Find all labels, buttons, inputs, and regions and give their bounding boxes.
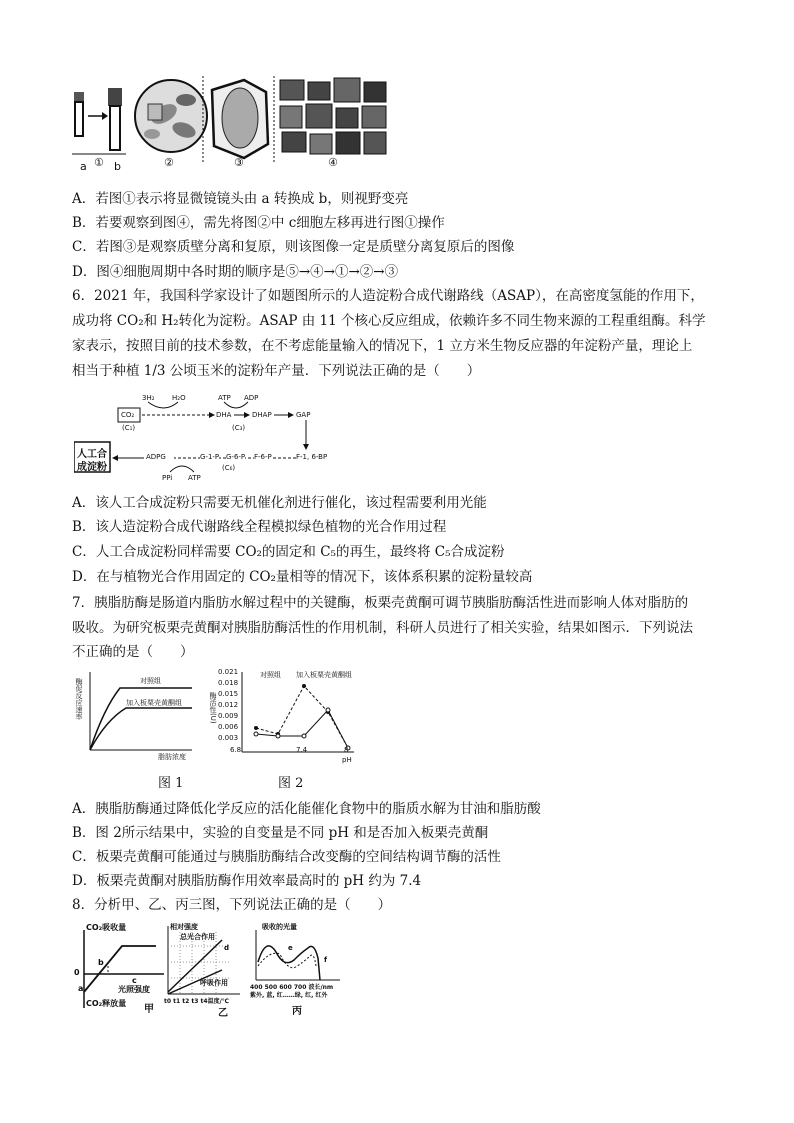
q5-option-a: A．若图①表示将显微镜镜头由 a 转换成 b，则视野变亮 <box>72 191 409 207</box>
fig2-ytick-6: 0.003 <box>218 734 239 742</box>
fig1-xlabel: 脂肪浓度 <box>158 753 186 761</box>
q5-option-d: D．图④细胞周期中各时期的顺序是⑤→④→①→②→③ <box>72 264 399 280</box>
yi-d: d <box>224 944 230 952</box>
adpg-label: ADPG <box>146 453 166 461</box>
fig2-point-flavone-0 <box>254 732 258 736</box>
fig1-caption: 图 1 <box>158 776 184 791</box>
q7-stem-2: 吸收。为研究板栗壳黄酮对胰脂肪酶活性的作用机制，科研人员进行了相关实验，结果如图示．下列说法 <box>72 620 693 636</box>
microscope-figure <box>66 74 406 174</box>
ppi-label: PPi <box>162 474 173 482</box>
bing-name: 丙 <box>292 1006 302 1017</box>
q5-option-b: B．若要观察到图④，需先将图②中 c细胞左移再进行图①操作 <box>72 215 445 231</box>
g1-label: G-1-P <box>200 453 220 461</box>
q6-option-b: B．该人造淀粉合成代谢路线全程模拟绿色植物的光合作用过程 <box>72 519 447 535</box>
h2o-label: H₂O <box>172 394 186 402</box>
c3-label: (C₃) <box>232 424 246 432</box>
adp1-label: ADP <box>244 394 259 402</box>
jia-a: a <box>78 984 84 993</box>
bing-ylabel: 吸收的光量 <box>262 923 297 931</box>
fig2-series-control <box>256 686 348 748</box>
starch-box-line1: 人工合 <box>77 449 107 460</box>
fig2-xtick-0: 6.8 <box>230 746 242 754</box>
q7-option-a: A．胰脂肪酶通过降低化学反应的活化能催化食物中的脂质水解为甘油和脂肪酸 <box>72 801 541 817</box>
atp1-label: ATP <box>218 394 231 402</box>
q7-figure-1 <box>74 668 204 764</box>
f6-label: F-6-P <box>254 453 272 461</box>
co2-label: CO₂ <box>121 411 135 419</box>
fig2-point-flavone-2 <box>302 734 306 738</box>
jia-b: b <box>98 958 104 967</box>
q8-figure-jia <box>72 922 172 1014</box>
fig2-ytick-3: 0.012 <box>218 701 239 709</box>
fig-label-a: a <box>80 160 87 173</box>
fig2-ytick-4: 0.009 <box>218 712 239 720</box>
yi-xticks: t0 t1 t2 t3 t4温度/℃ <box>164 998 230 1005</box>
fig2-ytick-1: 0.018 <box>218 679 239 687</box>
fig2-series-flavone <box>256 710 348 748</box>
fig-label-2: ② <box>164 156 174 169</box>
q6-option-a: A．该人工合成淀粉只需要无机催化剂进行催化，该过程需要利用光能 <box>72 495 487 511</box>
yi-resp: 呼吸作用 <box>200 979 228 987</box>
fig2-legend-control: 对照组 <box>260 671 281 679</box>
jia-ylabel2: CO₂释放量 <box>86 999 127 1008</box>
q5-option-c: C．若图③是观察质壁分离和复原，则该图像一定是质壁分离复原后的图像 <box>72 239 515 255</box>
q8-figure-bing <box>250 922 350 1017</box>
asap-pathway-diagram <box>74 392 334 488</box>
fig-label-1: ① <box>94 156 104 169</box>
jia-zero: 0 <box>74 968 80 977</box>
bing-xticks: 400 500 600 700 波长/nm <box>250 984 334 991</box>
fig-label-3: ③ <box>234 156 244 169</box>
fig2-caption: 图 2 <box>278 776 304 791</box>
fig2-point-flavone-3 <box>326 708 330 712</box>
c1-label: (C₁) <box>122 424 136 432</box>
yi-name: 乙 <box>218 1008 228 1019</box>
jia-c: c <box>132 976 137 985</box>
dha-label: DHA <box>216 411 232 419</box>
fig-label-4: ④ <box>328 156 338 169</box>
bing-e: e <box>288 944 293 952</box>
q8-stem: 8．分析甲、乙、丙三图，下列说法正确的是（ ） <box>72 897 392 913</box>
q7-option-b: B．图 2所示结果中，实验的自变量是不同 pH 和是否加入板栗壳黄酮 <box>72 825 489 841</box>
fig-label-b: b <box>114 160 121 173</box>
h2-label: 3H₂ <box>142 394 155 402</box>
q6-stem-3: 家表示，按照目前的技术参数，在不考虑能量输入的情况下，1 立方米生物反应器的年淀粉产量，理论上 <box>72 338 693 354</box>
c6-label: (C₆) <box>222 464 236 472</box>
fig2-ytick-5: 0.006 <box>218 723 239 731</box>
fig2-point-control-2 <box>302 684 306 688</box>
fig1-ylabel: 酶促反应速率 <box>75 678 83 720</box>
jia-name: 甲 <box>144 1004 154 1015</box>
bing-f: f <box>324 956 328 964</box>
q6-option-d: D．在与植物光合作用固定的 CO₂量相等的情况下，该体系积累的淀粉量较高 <box>72 569 533 585</box>
starch-box-line2: 成淀粉 <box>77 462 107 473</box>
q6-stem-2: 成功将 CO₂和 H₂转化为淀粉。ASAP 由 11 个核心反应组成，依赖许多不同生物来源的工程重组酶。科学 <box>72 313 706 329</box>
q6-option-c: C．人工合成淀粉同样需要 CO₂的固定和 C₅的再生，最终将 C₅合成淀粉 <box>72 544 505 560</box>
fig2-point-flavone-1 <box>276 734 280 738</box>
fig2-xtick-1: 7.4 <box>296 746 308 754</box>
yi-ylabel: 相对强度 <box>170 923 198 931</box>
yi-total: 总光合作用 <box>180 933 215 941</box>
fig1-curve-flavone: 加入板栗壳黄酮组 <box>126 699 182 707</box>
gap-label: GAP <box>296 411 311 419</box>
fig2-point-control-0 <box>254 726 258 730</box>
q7-stem-3: 不正确的是（ ） <box>72 644 194 660</box>
q6-stem-1: 6．2021 年，我国科学家设计了如题图所示的人造淀粉合成代谢路线（ASAP），在高密度氢能的作用下， <box>72 288 704 304</box>
fig2-xlabel: pH <box>342 756 352 764</box>
q8-figure-yi <box>160 922 252 1019</box>
q6-stem-4: 相当于种植 1/3 公顷玉米的淀粉年产量．下列说法正确的是（ ） <box>72 363 481 379</box>
fig2-xtick-end: 8 <box>344 746 349 754</box>
fig2-legend-flavone: 加入板栗壳黄酮组 <box>296 671 352 679</box>
jia-xlabel: 光照强度 <box>118 985 150 994</box>
q7-figure-2 <box>208 666 368 776</box>
q7-stem-1: 7．胰脂肪酶是肠道内脂肪水解过程中的关键酶，板栗壳黄酮可调节胰脂肪酶活性进而影响人体对脂肪的 <box>72 595 689 611</box>
g6-label: G-6-P <box>226 453 246 461</box>
fig1-curve-control: 对照组 <box>140 677 161 685</box>
q7-option-c: C．板栗壳黄酮可能通过与胰脂肪酶结合改变酶的空间结构调节酶的活性 <box>72 849 501 865</box>
bing-colors: 紫外, 蓝, 红……绿, 红, 红外 <box>250 992 328 999</box>
jia-ylabel: CO₂吸收量 <box>86 923 127 932</box>
fig2-ylabel: 酶活性(U) <box>209 692 217 724</box>
fig2-ytick-0: 0.021 <box>218 668 239 676</box>
fig2-ytick-2: 0.015 <box>218 690 239 698</box>
atp2-label: ATP <box>188 474 201 482</box>
q7-option-d: D．板栗壳黄酮对胰脂肪酶作用效率最高时的 pH 约为 7.4 <box>72 873 422 889</box>
f16-label: F-1, 6-BP <box>296 453 328 461</box>
dhap-label: DHAP <box>252 411 272 419</box>
